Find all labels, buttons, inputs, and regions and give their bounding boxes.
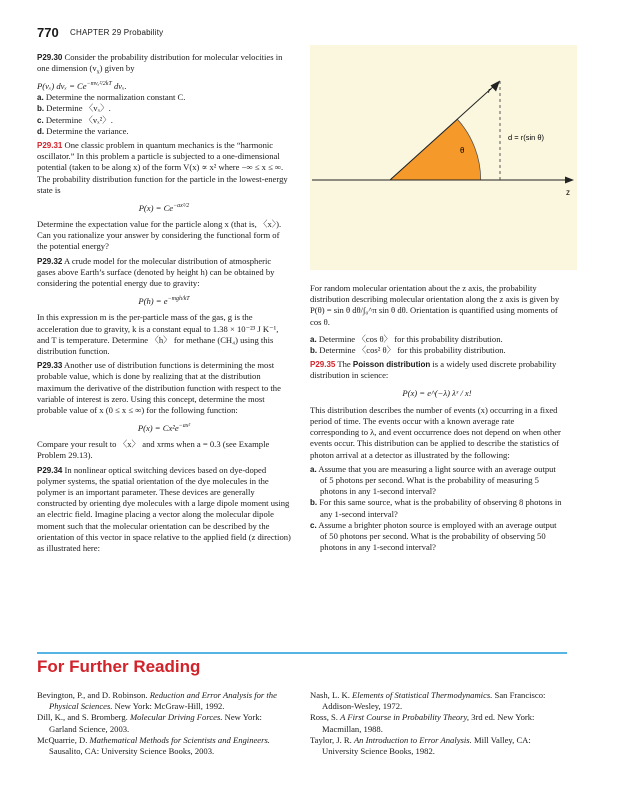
part-label: c. (310, 520, 317, 530)
problem-p29-30: P29.30 Consider the probability distribution for molecular velocities in one dimension $(v_x)$ given by (37, 52, 283, 76)
page-number: 770 (37, 25, 59, 40)
left-column (37, 52, 291, 554)
poisson-term: Poisson distribution (352, 360, 431, 370)
references-left (37, 690, 291, 757)
part-label: d. (37, 126, 45, 136)
equation-exponent: −mgh/kT (167, 296, 190, 303)
equation-body: P(vₓ) dvₓ = Ce (37, 80, 87, 91)
problem-text: Another use of distribution functions is determining the most probable value, which is done by realizing that at the distribution maximum the derivative of the distribution function with respect to the variable of interest is zero. Using this concept, determine the most probable value of x (0 ≤ x ≤ ∞) for the following function: (37, 360, 281, 415)
reference-item: McQuarrie, D. Mathematical Methods for Scientists and Engineers. Sausalito, CA: University Science Books, 2003. (37, 734, 270, 757)
z-axis-arrowhead (565, 177, 574, 184)
orientation-diagram (310, 45, 577, 270)
label-z: z (566, 188, 570, 197)
problem-p29-31 (37, 140, 291, 196)
part-text: Assume a brighter photon source is employed with an average output of 50 photons per second. What is the probability of observing 50 photons in any 1-second interval? (318, 519, 557, 553)
problem-number: P29.35 (310, 360, 336, 370)
chapter-title: CHAPTER 29 Probability (70, 28, 164, 37)
theta-sector (390, 119, 481, 180)
problem-text-after: Compare your result to 〈x〉 and xrms when a = 0.3 (see Example Problem 29.13). (37, 439, 270, 461)
problem-number: P29.32 (37, 256, 63, 266)
r-vector-arrowhead (491, 81, 501, 92)
part-label: b. (310, 346, 318, 356)
problem-text-tail: is a widely used discrete probability distribution in science: (310, 359, 557, 381)
problem-text-tail: ) given by (99, 63, 135, 74)
problem-text: The (337, 359, 351, 370)
problem-text-after: This distribution describes the number of events (x) occurring in a fixed period of time. The events occur with a known average rate corresponding to λ, and event occurrence does not depend on when other events occur. This distribution can be applied to describe the statistics of photon arrival at a detector as illustrated by the following: (310, 404, 561, 460)
references-right (310, 690, 564, 757)
part-text: For this same source, what is the probability of observing 8 photons in any 1-second interval? (319, 497, 562, 519)
part-text: Assume that you are measuring a light source with an average output of 5 photons per second. What is the probability of measuring 5 photons in any 1-second interval? (318, 463, 556, 497)
problem-p29-33 (37, 360, 291, 416)
label-theta: θ (460, 146, 465, 155)
equation (37, 79, 291, 92)
part-label: a. (37, 93, 44, 103)
problem-p29-35 (310, 359, 564, 381)
label-r: r (488, 86, 492, 95)
equation-body: P(x) = Cx²e (137, 423, 179, 434)
part-text: Determine the variance. (46, 125, 129, 136)
poisson-equation: P(x) = e^(−λ) λˣ / x! (402, 387, 472, 398)
problem-text-after: In this expression m is the per-particle mass of the gas, g is the acceleration due to gravity, k is a constant equal to 1.38 × 10⁻²³ J K⁻¹, and T is temperature. Determine 〈h〉 for methane (CH₄) using this distribution function. (37, 312, 279, 356)
problem-p29-32 (37, 256, 291, 290)
reference-item: Nash, L. K. Elements of Statistical Thermodynamics. San Francisco: Addison-Wesley, 1972. (310, 690, 546, 712)
problem-text-after: Determine the expectation value for the particle along x (that is, 〈x〉). Can you rationalize your answer by considering the functional form of the potential energy? (37, 219, 282, 252)
reference-item: Taylor, J. R. An Introduction to Error Analysis. Mill Valley, CA: University Science Books, 1982. (310, 734, 531, 757)
reference-item: Ross, S. A First Course in Probability Theory, 3rd ed. New York: Macmillan, 1988. (310, 712, 535, 734)
section-rule (37, 652, 567, 654)
further-reading-heading: For Further Reading (37, 657, 201, 676)
problem-p29-34 (37, 465, 291, 555)
problem-text: One classic problem in quantum mechanics is the “harmonic oscillator.” In this problem a particle is subjected to a one-dimensional potential (taken to be along x) of the form V(x) ∝ x² where −∞ ≤ x ≤ ∞. The probability distribution function for the particle in the lowest-energy state is (37, 140, 288, 195)
label-d: d = r(sin θ) (508, 133, 545, 142)
equation (37, 201, 291, 214)
part-label: c. (37, 115, 44, 125)
part-text: Determine 〈cos² θ〉 for this probability distribution. (319, 345, 506, 356)
equation (37, 421, 291, 434)
equation-body: P(x) = Ce (138, 202, 174, 213)
equation-exponent: −ax² (178, 423, 191, 430)
problem-number: P29.31 (37, 141, 63, 150)
right-column (310, 283, 564, 553)
problem-p29-34-continued: For random molecular orientation about the z axis, the probability distribution describing molecular orientation along the z axis is given by P(θ) = sin θ dθ/∫₀^π sin θ dθ. Orientation is quantified using moments of cos θ. (310, 283, 560, 327)
part-label: b. (310, 498, 318, 508)
part-text: Determine 〈cos θ〉 for this probability distribution. (318, 333, 503, 344)
equation-body: P(h) = e (138, 296, 168, 307)
equation-exponent: −ax²/2 (173, 203, 190, 210)
reference-item: Dill, K., and S. Bromberg. Molecular Driving Forces. New York: Garland Science, 2003. (37, 712, 262, 734)
part-label: a. (310, 464, 317, 474)
reference-item: Bevington, P., and D. Robinson. Reduction and Error Analysis for the Physical Sciences. New York: McGraw-Hill, 1992. (37, 690, 277, 712)
problem-text: A crude model for the molecular distribution of atmospheric gases above Earth’s surface (denoted by height h) can be obtained by considering the potential energy due to gravity: (37, 255, 275, 289)
problem-number: P29.33 (37, 361, 63, 371)
problem-number: P29.30 (37, 53, 63, 62)
problem-text: Consider the probability distribution for molecular velocities in one dimension (v (37, 52, 283, 74)
part-text: Determine 〈vₓ〉. (46, 103, 111, 114)
orientation-figure (310, 45, 577, 270)
equation-exponent: −mvₓ²/2kT (86, 81, 112, 88)
problem-number: P29.34 (37, 465, 63, 475)
equation (37, 294, 291, 307)
part-text: Determine 〈vₓ²〉. (45, 114, 113, 125)
part-text: Determine the normalization constant C. (45, 92, 186, 103)
equation-tail: dvₓ. (111, 80, 127, 91)
part-label: b. (37, 104, 45, 114)
problem-text: In nonlinear optical switching devices based on dye-doped polymer systems, the spatial orientation of the dye molecules in the polymer is an important parameter. These devices are generally constructed by orienting dye molecules with a large dipole moment using an electric field. Imagine placing a vector along the molecular dipole moment such that the molecular orientation can be described by the orientation of this vector in space relative to the applied field (z direction) as illustrated here: (37, 464, 291, 554)
part-label: a. (310, 334, 317, 344)
